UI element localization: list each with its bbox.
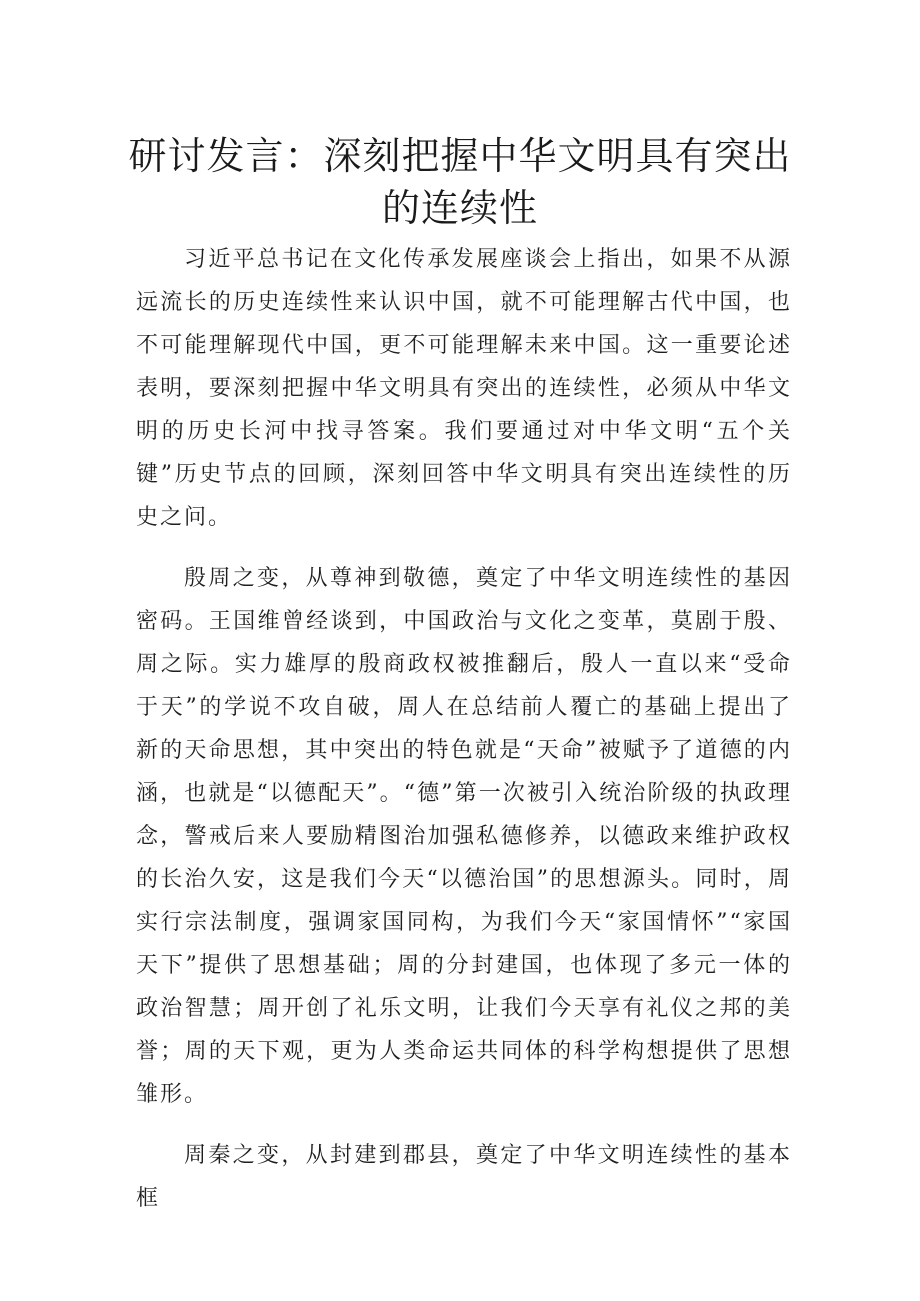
document-title: 研讨发言：深刻把握中华文明具有突出的连续性 — [128, 134, 792, 230]
document-body — [136, 238, 792, 1238]
paragraph-1: 习近平总书记在文化传承发展座谈会上指出，如果不从源远流长的历史连续性来认识中国，就不可能理解古代中国，也不可能理解现代中国，更不可能理解未来中国。这一重要论述表明，要深刻把握中华文明具有突出的连续性，必须从中华文明的历史长河中找寻答案。我们要通过对中华文明“五个关键”历史节点的回顾，深刻回答中华文明具有突出连续性的历史之问。 — [136, 247, 792, 530]
paragraph-3: 周秦之变，从封建到郡县，奠定了中华文明连续性的基本框 — [136, 1143, 792, 1211]
paragraph-2: 殷周之变，从尊神到敬德，奠定了中华文明连续性的基因密码。王国维曾经谈到，中国政治与文化之变革，莫剧于殷、周之际。实力雄厚的殷商政权被推翻后，殷人一直以来“受命于天”的学说不攻自破，周人在总结前人覆亡的基础上提出了新的天命思想，其中突出的特色就是“天命”被赋予了道德的内涵，也就是“以德配天”。“德”第一次被引入统治阶级的执政理念，警戒后来人要励精图治加强私德修养，以德政来维护政权的长治久安，这是我们今天“以德治国”的思想源头。同时，周实行宗法制度，强调家国同构，为我们今天“家国情怀”“家国天下”提供了思想基础；周的分封建国，也体现了多元一体的政治智慧；周开创了礼乐文明，让我们今天享有礼仪之邦的美誉；周的天下观，更为人类命运共同体的科学构想提供了思想雏形。 — [136, 566, 792, 1107]
